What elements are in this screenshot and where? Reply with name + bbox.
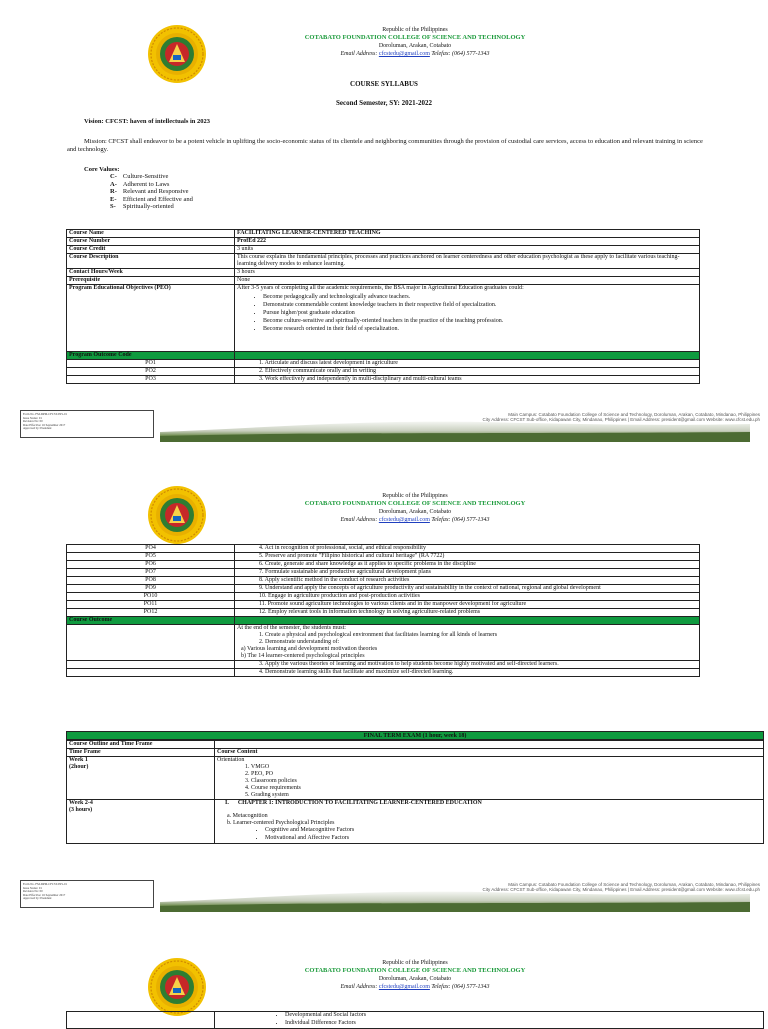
school-name: COTABATO FOUNDATION COLLEGE OF SCIENCE AND TECHNOLOGY	[304, 967, 526, 974]
course-outcome-subitem: b) The 14 learner-centered psychological principles	[241, 653, 365, 659]
peo-intro: After 3-5 years of completing all the academic requirements, the BSA major in Agricultural Education graduates could:	[237, 285, 524, 291]
po-text: 9. Understand and apply the concepts of agriculture productivity and sustainability in the context of national, regional and global development	[235, 585, 700, 593]
page-footer	[20, 880, 768, 912]
course-description: This course explains the fundamental principles, processes and practices anchored on learner centeredness and other education psychologist as these apply to facilitate various teaching-learning delivery modes to enhance learning.	[235, 254, 700, 269]
peo-item: • Become research oriented in their field of specialization.	[263, 326, 697, 333]
po-code: PO4	[67, 545, 235, 553]
core-value: Culture-Sensitive	[122, 173, 169, 180]
topic-a: a. Metacognition	[227, 813, 268, 819]
final-term-exam-bar	[66, 731, 764, 740]
po-text: 10. Engage in agriculture production and post-production activities	[235, 593, 700, 601]
course-outcome-cell	[235, 625, 700, 661]
po-code: PO6	[67, 561, 235, 569]
orientation-item: 3. Classroom policies	[245, 778, 297, 784]
topic-b-list-continued	[217, 1012, 761, 1027]
po-text: 3. Work effectively and independently in multi-disciplinary and multi-cultural teams	[235, 376, 700, 384]
school-address: Doroluman, Arakan, Cotabato	[378, 976, 452, 982]
core-value: Relevant and Responsive	[122, 188, 189, 196]
campus-landscape-banner	[160, 880, 760, 912]
page-1	[0, 0, 768, 430]
po-text: 6. Create, generate and share knowledge as it applies to specific problems in the discipline	[235, 561, 700, 569]
outline-header: Course Outline and Time Frame	[67, 741, 215, 749]
contact-hours-label: Contact Hours/Week	[67, 269, 235, 277]
contact-hours: 3 hours	[235, 269, 700, 277]
course-outcome-subitem: a) Various learning and development motivation theories	[241, 646, 378, 652]
course-outcome-item: 4. Demonstrate learning skills that facilitate and maximize self-directed learning.	[235, 669, 700, 677]
footer-box-line: Date Effective: 16 September 2017	[23, 422, 66, 427]
footer-city-address: City Address: CFCST Sub-office, Kidapawan City, Mindanao, Philippines | Email Address: president@gmail.com Website: www.cfcst.edu.ph	[482, 417, 760, 422]
chapter-number: I.	[225, 800, 229, 806]
po-text: 11. Promote sound agriculture technologies to various clients and in the manpower development for agriculture	[235, 601, 700, 609]
week-2-4-hours: (3 hours)	[69, 807, 93, 813]
telefax: Telefax: (064) 577-1343	[431, 984, 490, 990]
college-seal-logo	[147, 24, 207, 84]
footer-box-line: Issue Status: 01	[23, 415, 42, 420]
page-footer	[20, 410, 768, 442]
po-code: PO10	[67, 593, 235, 601]
po-code: PO1	[67, 360, 235, 368]
email-link[interactable]: cfcstedu@gmail.com	[378, 51, 430, 57]
footer-main-campus: Main Campus: Cotabato Foundation College of Science and Technology, Doroluman, Arakan, Cotabato, Mindanao, Philippines	[508, 882, 760, 887]
po-text: 8. Apply scientific method in the conduct of research activities	[235, 577, 700, 585]
course-name-label: Course Name	[67, 230, 235, 238]
week-2-4: Week 2-4	[69, 800, 93, 806]
footer-box-line: Approved by: President	[23, 896, 52, 901]
course-outcome-intro: At the end of the semester, the students must:	[237, 625, 346, 631]
page-2	[0, 485, 768, 925]
program-outcome-code-label: Program Outcome Code	[67, 352, 235, 360]
page-3	[0, 955, 768, 1024]
course-name: FACILITATING LEARNER-CENTERED TEACHING	[235, 230, 700, 238]
core-letter: C-	[110, 173, 117, 180]
topic-b-item: • Developmental and Social factors	[285, 1012, 761, 1019]
topic-b: b. Learner-centered Psychological Principles	[227, 820, 335, 826]
orientation-item: 1. VMGO	[245, 764, 270, 770]
core-letter: E-	[110, 195, 117, 203]
prerequisite: None	[235, 277, 700, 285]
peo-list	[237, 294, 697, 333]
college-seal-logo	[147, 485, 207, 545]
po-text: 12. Employ relevant tools in information technology in solving agriculture-related problems	[235, 609, 700, 617]
republic-line: Republic of the Philippines	[382, 27, 448, 33]
peo-cell	[235, 285, 700, 352]
core-values-label: Core Values:	[84, 166, 120, 173]
peo-item: • Pursue higher/post graduate education	[263, 310, 697, 317]
footer-box-line: Revision No: 00	[23, 419, 43, 424]
course-number-label: Course Number	[67, 238, 235, 246]
core-letter: S-	[110, 203, 116, 211]
email-label: Email Address:	[340, 51, 378, 57]
po-code: PO8	[67, 577, 235, 585]
footer-box-line: Revision No: 00	[23, 889, 43, 894]
republic-line: Republic of the Philippines	[382, 493, 448, 499]
po-code: PO9	[67, 585, 235, 593]
po-text: 1. Articulate and discuss latest development in agriculture	[235, 360, 700, 368]
topic-b-item: • Cognitive and Metacognitive Factors	[265, 827, 761, 834]
footer-main-campus: Main Campus: Cotabato Foundation College of Science and Technology, Doroluman, Arakan, Cotabato, Mindanao, Philippines	[508, 412, 760, 417]
po-code: PO11	[67, 601, 235, 609]
topic-b-list	[217, 827, 761, 842]
school-name: COTABATO FOUNDATION COLLEGE OF SCIENCE AND TECHNOLOGY	[304, 34, 526, 41]
po-code: PO7	[67, 569, 235, 577]
footer-box-line: Approved by: President	[23, 426, 52, 431]
school-name: COTABATO FOUNDATION COLLEGE OF SCIENCE AND TECHNOLOGY	[304, 500, 526, 507]
po-text: 2. Effectively communicate orally and in writing	[235, 368, 700, 376]
republic-line: Republic of the Philippines	[382, 960, 448, 966]
topic-b-item: • Individual Difference Factors	[285, 1020, 761, 1027]
vision-statement: Vision: CFCST: haven of intellectuals in 2023	[84, 118, 211, 125]
footer-box-line: Form No. FM-DPM-CFCST-INS-01	[23, 882, 67, 886]
footer-box-line: Issue Status: 01	[23, 885, 42, 890]
email-label: Email Address:	[340, 517, 378, 523]
topic-b-item: • Motivational and Affective Factors	[265, 835, 761, 842]
footer-box-line: Date Effective: 16 September 2017	[23, 892, 66, 897]
core-value: Spiritually-oriented	[122, 203, 174, 211]
course-credit-label: Course Credit	[67, 246, 235, 254]
peo-label: Program Educational Objectives (PEO)	[67, 285, 235, 352]
telefax: Telefax: (064) 577-1343	[431, 51, 490, 57]
orientation-item: 2. PEO, PO	[245, 771, 274, 777]
footer-city-address: City Address: CFCST Sub-office, Kidapawan City, Mindanao, Philippines | Email Address: president@gmail.com Website: www.cfcst.edu.ph	[482, 887, 760, 892]
po-code: PO2	[67, 368, 235, 376]
peo-item: • Become culture-sensitive and spiritually-oriented teachers in the practice of the teaching profession.	[263, 318, 697, 325]
college-seal-logo	[147, 957, 207, 1017]
po-code: PO5	[67, 553, 235, 561]
semester-line: Second Semester, SY: 2021-2022	[336, 99, 432, 107]
course-description-label: Course Description	[67, 254, 235, 269]
core-letter: R-	[110, 188, 117, 196]
orientation-title: Orientation	[217, 757, 245, 763]
course-outcome-item: 1. Create a physical and psychological environment that facilitates learning for all kinds of learners	[259, 632, 498, 638]
email-label: Email Address:	[340, 984, 378, 990]
course-outcome-label: Course Outcome	[67, 617, 235, 625]
core-value: Adherent to Laws	[122, 180, 170, 188]
telefax: Telefax: (064) 577-1343	[431, 517, 490, 523]
time-frame-label: Time Frame	[67, 749, 215, 757]
school-address: Doroluman, Arakan, Cotabato	[378, 509, 452, 515]
course-content-label: Course Content	[215, 749, 764, 757]
week-1-hours: (2hour)	[69, 764, 89, 770]
course-info-table	[66, 229, 700, 384]
program-outcomes-table	[66, 544, 700, 677]
email-link[interactable]: cfcstedu@gmail.com	[378, 517, 430, 523]
document-control-box	[20, 410, 154, 438]
po-text: 7. Formulate sustainable and productive agricultural development plans	[235, 569, 700, 577]
prerequisite-label: Prerequisite	[67, 277, 235, 285]
document-title: COURSE SYLLABUS	[350, 80, 418, 88]
course-outcome-item: 2. Demonstrate understanding of:	[259, 639, 340, 645]
document-control-box	[20, 880, 154, 908]
po-code: PO3	[67, 376, 235, 384]
po-code: PO12	[67, 609, 235, 617]
course-outline-table-continued	[66, 1011, 764, 1029]
core-values-list	[110, 173, 199, 211]
peo-item: • Demonstrate commendable content knowledge teachers in their respective field of specialization.	[263, 302, 697, 309]
campus-landscape-banner	[160, 410, 760, 442]
mission-statement: Mission: CFCST shall endeavor to be a potent vehicle in uplifting the socio-economic status of its clientele and neighboring communities through the provision of custodial care services, access to education and relevant training in science and technology.	[67, 138, 703, 153]
course-number: ProfEd 222	[235, 238, 700, 246]
po-text: 5. Preserve and promote "Filipino historical and cultural heritage" (RA 7722)	[235, 553, 700, 561]
peo-item: • Become pedagogically and technologically advance teachers.	[263, 294, 697, 301]
school-address: Doroluman, Arakan, Cotabato	[378, 43, 452, 49]
core-value: Efficient and Effective and	[122, 195, 193, 203]
chapter-1-title: CHAPTER 1: INTRODUCTION TO FACILITATING LEARNER-CENTERED EDUCATION	[237, 800, 482, 806]
course-outline-table	[66, 740, 764, 844]
course-credit: 3 units	[235, 246, 700, 254]
course-outcome-item: 3. Apply the various theories of learning and motivation to help students become highly motivated and self-directed learners.	[235, 661, 700, 669]
footer-box-line: Form No. FM-DPM-CFCST-INS-01	[23, 412, 67, 416]
core-letter: A-	[110, 180, 117, 188]
week-1: Week 1	[69, 757, 88, 763]
orientation-item: 5. Grading system	[245, 792, 289, 798]
final-term-exam-label: FINAL TERM EXAM (1 hour, week 18)	[363, 733, 467, 739]
email-link[interactable]: cfcstedu@gmail.com	[378, 984, 430, 990]
orientation-item: 4. Course requirements	[245, 785, 301, 791]
po-text: 4. Act in recognition of professional, social, and ethical responsibility	[235, 545, 700, 553]
